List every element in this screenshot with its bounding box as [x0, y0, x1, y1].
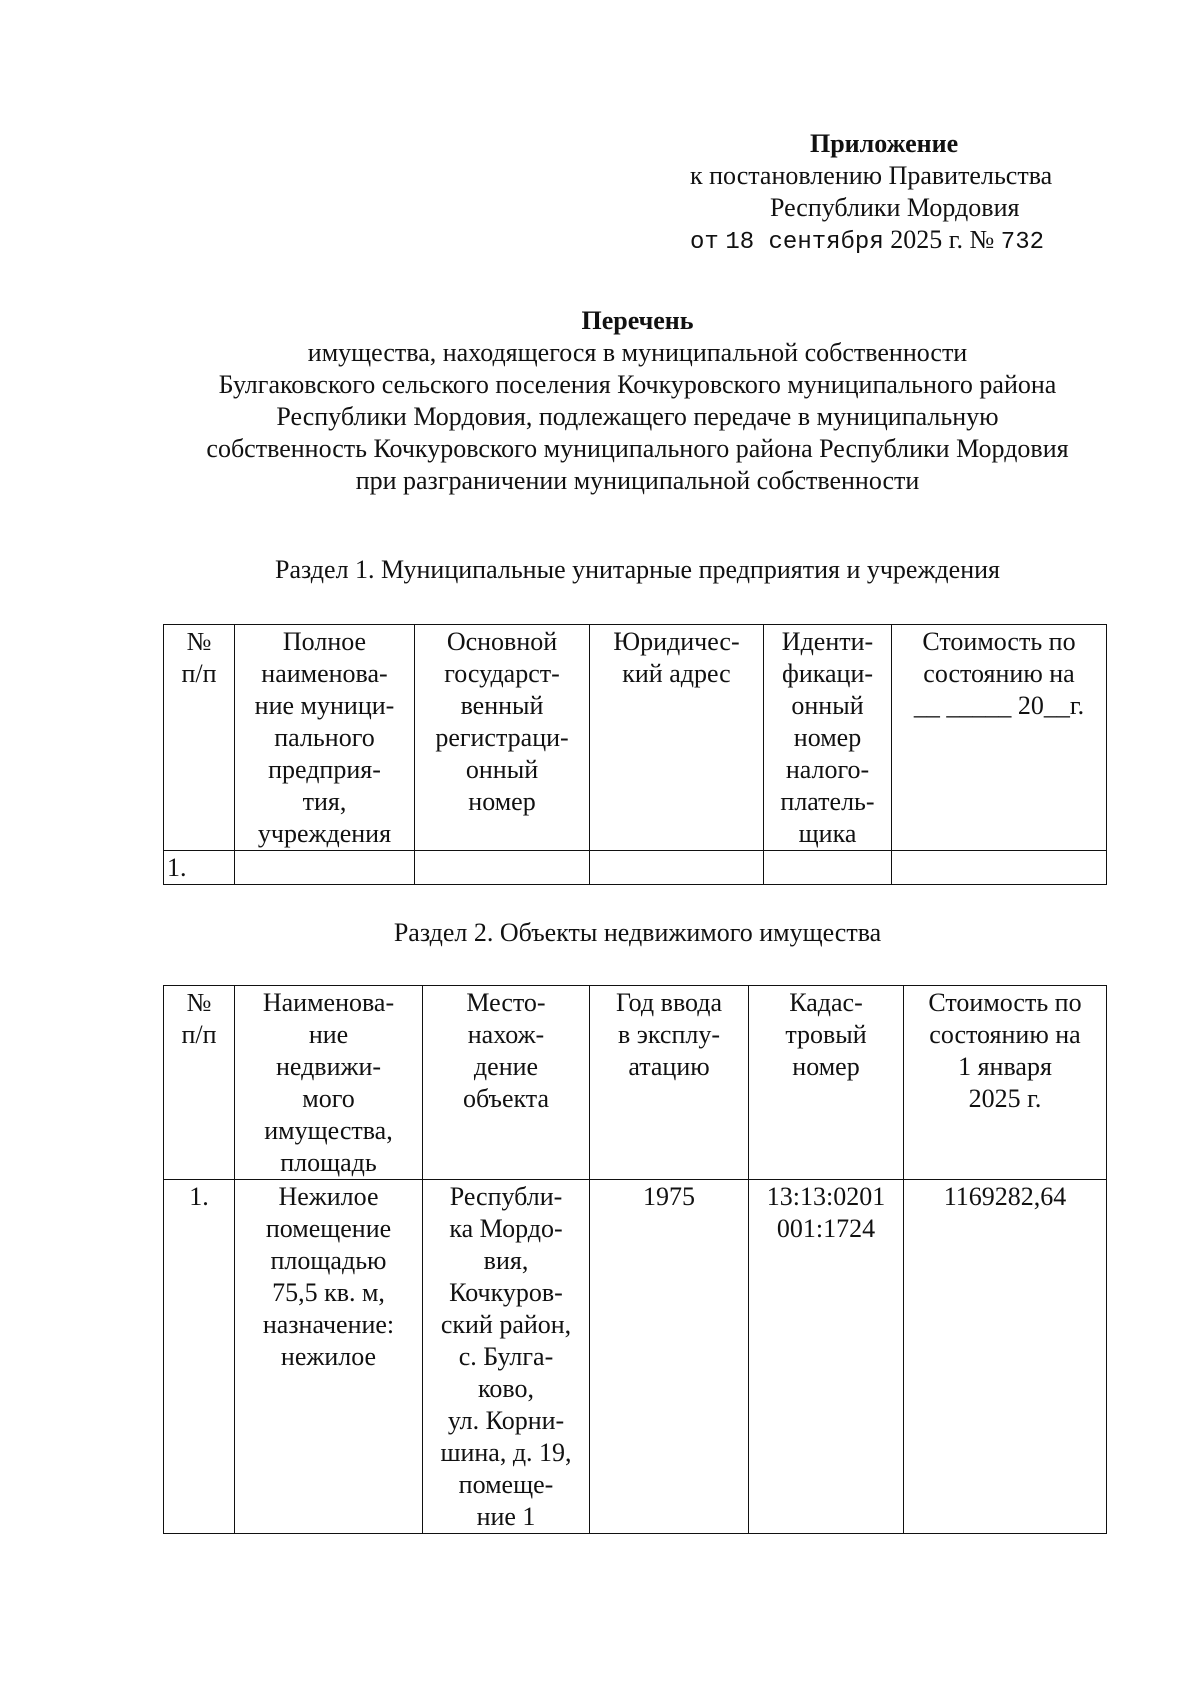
cell-line: Стоимость по: [928, 988, 1082, 1017]
cell-line: Наименова-: [262, 988, 395, 1017]
cell-line: Кадас-: [789, 988, 863, 1017]
cell-line: 1169282,64: [943, 1182, 1067, 1211]
table-cell: [764, 851, 892, 885]
cell-line: п/п: [181, 659, 217, 688]
cell-line: номер: [793, 723, 862, 752]
cell-line: тровый: [785, 1020, 867, 1049]
cell-line: состоянию на: [929, 1020, 1081, 1049]
cell-line: помеще-: [458, 1470, 554, 1499]
cell-line: площадь: [280, 1148, 377, 1177]
cell-line: Основной: [446, 627, 558, 656]
table-header-cell: [904, 986, 1107, 1180]
table-header-row: [164, 986, 1107, 1180]
cell-line: дение: [473, 1052, 539, 1081]
cell-line: учреждения: [257, 819, 392, 848]
list-title: Перечень: [581, 306, 694, 335]
cell-line: __ _____ 20__г.: [913, 691, 1085, 720]
table-row: [164, 851, 1107, 885]
list-subtitle-line: Булгаковского сельского поселения Кочкуровского муниципального района: [218, 370, 1057, 399]
table-cell: [423, 1180, 590, 1534]
cell-line: ский район,: [440, 1310, 572, 1339]
table-cell: [590, 851, 764, 885]
cell-line: п/п: [181, 1020, 217, 1049]
section2-table: [163, 985, 1107, 1534]
appendix-year: 2025 г. №: [890, 225, 995, 254]
table-cell: [749, 1180, 904, 1534]
list-subtitle-line: Республики Мордовия, подлежащего передаче в муниципальную: [276, 402, 999, 431]
table-header-cell: [235, 625, 415, 851]
table-header-cell: [415, 625, 590, 851]
list-subtitle-line: собственность Кочкуровского муниципального района Республики Мордовия: [206, 434, 1069, 463]
appendix-title: Приложение: [810, 129, 959, 158]
table-cell: [892, 851, 1107, 885]
table-header-cell: [164, 625, 235, 851]
cell-line: вия,: [483, 1246, 529, 1275]
cell-line: 001:1724: [776, 1214, 876, 1243]
cell-line: Республи-: [449, 1182, 563, 1211]
table-cell: [235, 851, 415, 885]
table-cell: [235, 1180, 423, 1534]
section1-table: [163, 624, 1107, 885]
cell-line: ково,: [478, 1374, 534, 1403]
cell-line: наименова-: [261, 659, 388, 688]
cell-line: тия,: [302, 787, 347, 816]
cell-line: регистраци-: [435, 723, 569, 752]
cell-line: 2025 г.: [968, 1084, 1042, 1113]
cell-line: Кочкуров-: [449, 1278, 563, 1307]
cell-line: ние 1: [476, 1502, 536, 1531]
table-cell: 1.: [164, 851, 235, 885]
table-cell: [590, 1180, 749, 1534]
cell-line: Год ввода: [615, 988, 723, 1017]
table-row: [164, 1180, 1107, 1534]
section2-title: Раздел 2. Объекты недвижимого имущества: [393, 918, 882, 947]
cell-line: 13:13:0201: [766, 1182, 886, 1211]
cell-line: налого-: [785, 755, 870, 784]
cell-line: ние муници-: [254, 691, 395, 720]
cell-line: ние: [308, 1020, 349, 1049]
cell-line: №: [186, 627, 212, 656]
cell-line: пального: [274, 723, 375, 752]
cell-line: назначение:: [262, 1310, 395, 1339]
table-header-cell: [235, 986, 423, 1180]
appendix-header: [670, 128, 1130, 259]
section1-title: Раздел 1. Муниципальные унитарные предприятия и учреждения: [275, 555, 1000, 584]
cell-line: Полное: [282, 627, 367, 656]
cell-line: номер: [792, 1052, 860, 1081]
cell-line: ул. Корни-: [447, 1406, 565, 1435]
cell-line: в эксплу-: [617, 1020, 720, 1049]
table-cell: [904, 1180, 1107, 1534]
cell-line: мого: [302, 1084, 355, 1113]
cell-line: Нежилое: [278, 1182, 379, 1211]
table-header-cell: [749, 986, 904, 1180]
appendix-date-line: [670, 224, 1130, 259]
appendix-number: 732: [1000, 229, 1045, 256]
cell-line: щика: [798, 819, 857, 848]
cell-line: №: [186, 988, 212, 1017]
table-header-cell: [590, 625, 764, 851]
cell-line: государст-: [444, 659, 560, 688]
appendix-date-prefix: от: [690, 229, 719, 256]
cell-line: атацию: [628, 1052, 710, 1081]
list-subtitle-line: при разграничении муниципальной собственности: [355, 466, 920, 495]
cell-line: нахож-: [467, 1020, 545, 1049]
cell-line: Место-: [466, 988, 546, 1017]
cell-line: номер: [468, 787, 536, 816]
cell-line: площадью: [270, 1246, 387, 1275]
cell-line: объекта: [462, 1084, 550, 1113]
cell-line: Юридичес-: [613, 627, 740, 656]
table-header-cell: [892, 625, 1107, 851]
table-header-cell: [164, 986, 235, 1180]
cell-line: венный: [460, 691, 544, 720]
cell-line: 1 января: [958, 1052, 1052, 1081]
list-subtitle-line: имущества, находящегося в муниципальной собственности: [307, 338, 968, 367]
list-title-block: [100, 305, 1175, 497]
appendix-date: 18 сентября: [725, 229, 884, 256]
cell-line: 75,5 кв. м,: [272, 1278, 385, 1307]
cell-line: предприя-: [268, 755, 381, 784]
cell-line: онный: [465, 755, 539, 784]
cell-line: 1975: [643, 1182, 695, 1211]
cell-line: онный: [791, 691, 864, 720]
appendix-line-1: к постановлению Правительства: [690, 161, 1053, 190]
cell-line: кий адрес: [622, 659, 731, 688]
cell-line: Стоимость по: [922, 627, 1076, 656]
cell-line: ка Мордо-: [449, 1214, 563, 1243]
cell-line: состоянию на: [923, 659, 1075, 688]
table-header-cell: [590, 986, 749, 1180]
cell-line: фикаци-: [781, 659, 874, 688]
table-cell: [415, 851, 590, 885]
cell-line: недвижи-: [275, 1052, 382, 1081]
cell-line: шина, д. 19,: [440, 1438, 572, 1467]
cell-line: 1.: [189, 1182, 209, 1211]
cell-line: с. Булга-: [458, 1342, 554, 1371]
table-header-cell: [764, 625, 892, 851]
table-cell: [164, 1180, 235, 1534]
table-header-cell: [423, 986, 590, 1180]
table-header-row: [164, 625, 1107, 851]
cell-line: помещение: [265, 1214, 392, 1243]
cell-line: нежилое: [280, 1342, 377, 1371]
cell-line: имущества,: [264, 1116, 393, 1145]
appendix-line-2: Республики Мордовия: [770, 193, 1020, 222]
cell-line: Иденти-: [781, 627, 874, 656]
cell-line: платель-: [780, 787, 875, 816]
